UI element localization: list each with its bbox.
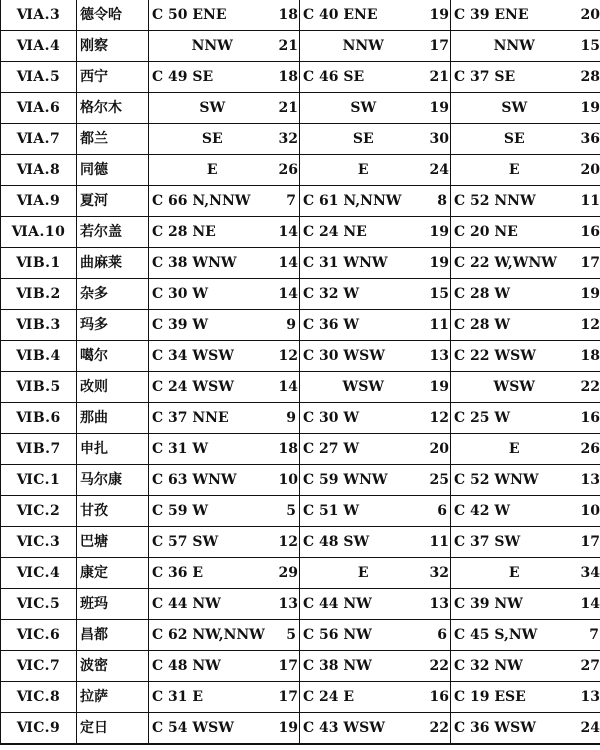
station-name-cell: 格尔木 xyxy=(77,93,149,124)
frequency-cell-1: 21 xyxy=(276,93,300,124)
frequency-cell-2: 19 xyxy=(427,93,451,124)
station-name-cell: 德令哈 xyxy=(77,0,149,31)
wind-direction-cell-3: C 52 NNW xyxy=(451,186,578,217)
wind-direction-cell-3: C 45 S,NW xyxy=(451,620,578,651)
wind-direction-cell-3: C 20 NE xyxy=(451,217,578,248)
frequency-cell-3: 26 xyxy=(578,434,600,465)
frequency-cell-3: 7 xyxy=(578,620,600,651)
frequency-cell-3: 20 xyxy=(578,155,600,186)
zone-code-cell: ⅥB.7 xyxy=(1,434,77,465)
wind-direction-cell-1: C 62 NW,NNW xyxy=(149,620,276,651)
frequency-cell-1: 5 xyxy=(276,620,300,651)
table-row xyxy=(1,434,600,465)
table-row xyxy=(1,713,600,745)
wind-direction-cell-3: C 28 W xyxy=(451,279,578,310)
wind-direction-cell-1: C 44 NW xyxy=(149,589,276,620)
frequency-cell-2: 15 xyxy=(427,279,451,310)
frequency-cell-2: 19 xyxy=(427,217,451,248)
wind-direction-cell-1: C 24 WSW xyxy=(149,372,276,403)
wind-direction-cell-2: NNW xyxy=(300,31,427,62)
station-name-cell: 波密 xyxy=(77,651,149,682)
frequency-cell-1: 29 xyxy=(276,558,300,589)
table-row xyxy=(1,589,600,620)
station-name-cell: 同德 xyxy=(77,155,149,186)
zone-code-cell: ⅥC.9 xyxy=(1,713,77,745)
table-row xyxy=(1,155,600,186)
wind-direction-cell-1: E xyxy=(149,155,276,186)
frequency-cell-3: 22 xyxy=(578,372,600,403)
wind-direction-cell-2: C 48 SW xyxy=(300,527,427,558)
table-body xyxy=(1,0,600,744)
frequency-cell-3: 15 xyxy=(578,31,600,62)
wind-direction-cell-3: E xyxy=(451,558,578,589)
wind-direction-cell-1: C 59 W xyxy=(149,496,276,527)
wind-direction-cell-2: C 30 WSW xyxy=(300,341,427,372)
frequency-cell-2: 30 xyxy=(427,124,451,155)
station-name-cell: 班玛 xyxy=(77,589,149,620)
frequency-cell-2: 6 xyxy=(427,496,451,527)
table-row xyxy=(1,496,600,527)
zone-code-cell: ⅥC.5 xyxy=(1,589,77,620)
frequency-cell-3: 19 xyxy=(578,93,600,124)
zone-code-cell: ⅥA.5 xyxy=(1,62,77,93)
wind-direction-cell-3: C 32 NW xyxy=(451,651,578,682)
wind-direction-cell-3: NNW xyxy=(451,31,578,62)
frequency-cell-3: 24 xyxy=(578,713,600,745)
wind-direction-cell-1: C 49 SE xyxy=(149,62,276,93)
frequency-cell-3: 34 xyxy=(578,558,600,589)
zone-code-cell: ⅥC.7 xyxy=(1,651,77,682)
wind-direction-cell-2: C 24 E xyxy=(300,682,427,713)
table-row xyxy=(1,651,600,682)
frequency-cell-3: 11 xyxy=(578,186,600,217)
frequency-cell-1: 17 xyxy=(276,651,300,682)
wind-direction-cell-2: E xyxy=(300,558,427,589)
frequency-cell-2: 6 xyxy=(427,620,451,651)
frequency-cell-1: 9 xyxy=(276,310,300,341)
station-name-cell: 都兰 xyxy=(77,124,149,155)
frequency-cell-1: 14 xyxy=(276,217,300,248)
frequency-cell-2: 21 xyxy=(427,62,451,93)
station-name-cell: 杂多 xyxy=(77,279,149,310)
wind-direction-cell-1: C 31 W xyxy=(149,434,276,465)
wind-direction-cell-1: C 30 W xyxy=(149,279,276,310)
station-name-cell: 马尔康 xyxy=(77,465,149,496)
wind-direction-cell-2: C 38 NW xyxy=(300,651,427,682)
wind-direction-cell-2: C 40 ENE xyxy=(300,0,427,31)
zone-code-cell: ⅥB.1 xyxy=(1,248,77,279)
wind-direction-cell-2: C 51 W xyxy=(300,496,427,527)
station-name-cell: 定日 xyxy=(77,713,149,745)
table-row xyxy=(1,620,600,651)
wind-direction-cell-3: C 37 SW xyxy=(451,527,578,558)
table-row xyxy=(1,279,600,310)
wind-direction-cell-2: C 31 WNW xyxy=(300,248,427,279)
frequency-cell-3: 20 xyxy=(578,0,600,31)
frequency-cell-1: 7 xyxy=(276,186,300,217)
frequency-cell-2: 19 xyxy=(427,0,451,31)
frequency-cell-1: 14 xyxy=(276,279,300,310)
wind-direction-cell-1: C 37 NNE xyxy=(149,403,276,434)
zone-code-cell: ⅥC.1 xyxy=(1,465,77,496)
frequency-cell-3: 17 xyxy=(578,248,600,279)
table-row xyxy=(1,62,600,93)
frequency-cell-3: 14 xyxy=(578,589,600,620)
table-row xyxy=(1,31,600,62)
frequency-cell-1: 5 xyxy=(276,496,300,527)
table-row xyxy=(1,341,600,372)
station-name-cell: 若尔盖 xyxy=(77,217,149,248)
station-name-cell: 巴塘 xyxy=(77,527,149,558)
wind-direction-cell-3: C 28 W xyxy=(451,310,578,341)
station-name-cell: 康定 xyxy=(77,558,149,589)
wind-direction-cell-2: C 24 NE xyxy=(300,217,427,248)
wind-direction-cell-2: WSW xyxy=(300,372,427,403)
wind-direction-cell-2: C 61 N,NNW xyxy=(300,186,427,217)
wind-direction-cell-1: C 39 W xyxy=(149,310,276,341)
wind-direction-cell-2: C 43 WSW xyxy=(300,713,427,745)
wind-direction-cell-1: SW xyxy=(149,93,276,124)
frequency-cell-2: 11 xyxy=(427,527,451,558)
frequency-cell-1: 18 xyxy=(276,434,300,465)
frequency-cell-1: 18 xyxy=(276,62,300,93)
zone-code-cell: ⅥA.4 xyxy=(1,31,77,62)
wind-direction-cell-2: SW xyxy=(300,93,427,124)
frequency-cell-2: 25 xyxy=(427,465,451,496)
frequency-cell-1: 12 xyxy=(276,527,300,558)
zone-code-cell: ⅥB.4 xyxy=(1,341,77,372)
frequency-cell-1: 19 xyxy=(276,713,300,745)
wind-direction-cell-3: SE xyxy=(451,124,578,155)
zone-code-cell: ⅥC.3 xyxy=(1,527,77,558)
wind-direction-cell-1: SE xyxy=(149,124,276,155)
zone-code-cell: ⅥB.2 xyxy=(1,279,77,310)
station-name-cell: 玛多 xyxy=(77,310,149,341)
zone-code-cell: ⅥA.6 xyxy=(1,93,77,124)
wind-direction-cell-3: C 22 W,WNW xyxy=(451,248,578,279)
wind-direction-cell-1: C 38 WNW xyxy=(149,248,276,279)
zone-code-cell: ⅥA.3 xyxy=(1,0,77,31)
frequency-cell-2: 22 xyxy=(427,713,451,745)
wind-direction-cell-2: C 44 NW xyxy=(300,589,427,620)
frequency-cell-1: 18 xyxy=(276,0,300,31)
table-row xyxy=(1,93,600,124)
zone-code-cell: ⅥC.8 xyxy=(1,682,77,713)
table-row xyxy=(1,248,600,279)
table-row xyxy=(1,217,600,248)
table-row xyxy=(1,527,600,558)
wind-direction-cell-2: SE xyxy=(300,124,427,155)
zone-code-cell: ⅥA.9 xyxy=(1,186,77,217)
frequency-cell-2: 13 xyxy=(427,341,451,372)
frequency-cell-1: 26 xyxy=(276,155,300,186)
zone-code-cell: ⅥB.3 xyxy=(1,310,77,341)
frequency-cell-2: 12 xyxy=(427,403,451,434)
wind-direction-cell-3: C 39 ENE xyxy=(451,0,578,31)
station-name-cell: 夏河 xyxy=(77,186,149,217)
frequency-cell-1: 14 xyxy=(276,248,300,279)
station-name-cell: 噶尔 xyxy=(77,341,149,372)
table-row xyxy=(1,186,600,217)
wind-direction-cell-2: C 30 W xyxy=(300,403,427,434)
zone-code-cell: ⅥC.6 xyxy=(1,620,77,651)
table-row xyxy=(1,403,600,434)
table-row xyxy=(1,558,600,589)
wind-direction-cell-3: C 36 WSW xyxy=(451,713,578,745)
wind-direction-cell-3: C 39 NW xyxy=(451,589,578,620)
frequency-cell-2: 19 xyxy=(427,248,451,279)
wind-direction-cell-3: E xyxy=(451,155,578,186)
frequency-cell-3: 13 xyxy=(578,682,600,713)
frequency-cell-3: 10 xyxy=(578,496,600,527)
wind-direction-cell-3: C 37 SE xyxy=(451,62,578,93)
frequency-cell-3: 36 xyxy=(578,124,600,155)
frequency-cell-1: 17 xyxy=(276,682,300,713)
frequency-cell-3: 18 xyxy=(578,341,600,372)
table-row xyxy=(1,682,600,713)
wind-direction-cell-1: C 36 E xyxy=(149,558,276,589)
wind-direction-cell-1: C 48 NW xyxy=(149,651,276,682)
zone-code-cell: ⅥA.10 xyxy=(1,217,77,248)
frequency-cell-3: 28 xyxy=(578,62,600,93)
wind-direction-cell-3: C 25 W xyxy=(451,403,578,434)
wind-direction-cell-3: C 52 WNW xyxy=(451,465,578,496)
zone-code-cell: ⅥC.4 xyxy=(1,558,77,589)
station-name-cell: 甘孜 xyxy=(77,496,149,527)
wind-direction-cell-2: C 46 SE xyxy=(300,62,427,93)
frequency-cell-1: 21 xyxy=(276,31,300,62)
station-name-cell: 刚察 xyxy=(77,31,149,62)
zone-code-cell: ⅥA.8 xyxy=(1,155,77,186)
station-name-cell: 曲麻莱 xyxy=(77,248,149,279)
frequency-cell-1: 9 xyxy=(276,403,300,434)
table-row xyxy=(1,310,600,341)
wind-direction-cell-3: SW xyxy=(451,93,578,124)
wind-direction-cell-1: C 50 ENE xyxy=(149,0,276,31)
table-row xyxy=(1,372,600,403)
wind-direction-cell-1: C 63 WNW xyxy=(149,465,276,496)
station-name-cell: 那曲 xyxy=(77,403,149,434)
frequency-cell-2: 20 xyxy=(427,434,451,465)
frequency-cell-3: 16 xyxy=(578,403,600,434)
wind-direction-cell-1: C 34 WSW xyxy=(149,341,276,372)
wind-direction-cell-1: C 57 SW xyxy=(149,527,276,558)
wind-direction-cell-3: C 22 WSW xyxy=(451,341,578,372)
frequency-cell-2: 17 xyxy=(427,31,451,62)
frequency-cell-1: 10 xyxy=(276,465,300,496)
frequency-cell-3: 27 xyxy=(578,651,600,682)
wind-direction-cell-1: C 66 N,NNW xyxy=(149,186,276,217)
table-row xyxy=(1,124,600,155)
frequency-cell-3: 12 xyxy=(578,310,600,341)
wind-direction-cell-2: C 59 WNW xyxy=(300,465,427,496)
wind-direction-cell-3: E xyxy=(451,434,578,465)
wind-direction-cell-2: C 36 W xyxy=(300,310,427,341)
station-name-cell: 昌都 xyxy=(77,620,149,651)
station-name-cell: 西宁 xyxy=(77,62,149,93)
wind-direction-cell-3: C 42 W xyxy=(451,496,578,527)
wind-direction-cell-2: C 27 W xyxy=(300,434,427,465)
frequency-cell-2: 13 xyxy=(427,589,451,620)
zone-code-cell: ⅥB.5 xyxy=(1,372,77,403)
station-name-cell: 拉萨 xyxy=(77,682,149,713)
wind-direction-cell-1: C 31 E xyxy=(149,682,276,713)
wind-direction-cell-1: C 54 WSW xyxy=(149,713,276,745)
frequency-cell-2: 24 xyxy=(427,155,451,186)
wind-direction-cell-2: C 56 NW xyxy=(300,620,427,651)
zone-code-cell: ⅥC.2 xyxy=(1,496,77,527)
frequency-cell-3: 16 xyxy=(578,217,600,248)
frequency-cell-2: 19 xyxy=(427,372,451,403)
frequency-cell-3: 13 xyxy=(578,465,600,496)
wind-direction-cell-2: E xyxy=(300,155,427,186)
frequency-cell-1: 13 xyxy=(276,589,300,620)
wind-direction-cell-3: C 19 ESE xyxy=(451,682,578,713)
table-row xyxy=(1,0,600,31)
frequency-cell-2: 11 xyxy=(427,310,451,341)
wind-direction-cell-2: C 32 W xyxy=(300,279,427,310)
wind-direction-cell-1: C 28 NE xyxy=(149,217,276,248)
frequency-cell-1: 12 xyxy=(276,341,300,372)
station-name-cell: 申扎 xyxy=(77,434,149,465)
frequency-cell-3: 17 xyxy=(578,527,600,558)
table-row xyxy=(1,465,600,496)
frequency-cell-1: 14 xyxy=(276,372,300,403)
wind-direction-cell-1: NNW xyxy=(149,31,276,62)
frequency-cell-2: 22 xyxy=(427,651,451,682)
frequency-cell-2: 8 xyxy=(427,186,451,217)
frequency-cell-1: 32 xyxy=(276,124,300,155)
frequency-cell-2: 32 xyxy=(427,558,451,589)
frequency-cell-3: 19 xyxy=(578,279,600,310)
frequency-cell-2: 16 xyxy=(427,682,451,713)
station-name-cell: 改则 xyxy=(77,372,149,403)
zone-code-cell: ⅥB.6 xyxy=(1,403,77,434)
zone-code-cell: ⅥA.7 xyxy=(1,124,77,155)
wind-direction-cell-3: WSW xyxy=(451,372,578,403)
